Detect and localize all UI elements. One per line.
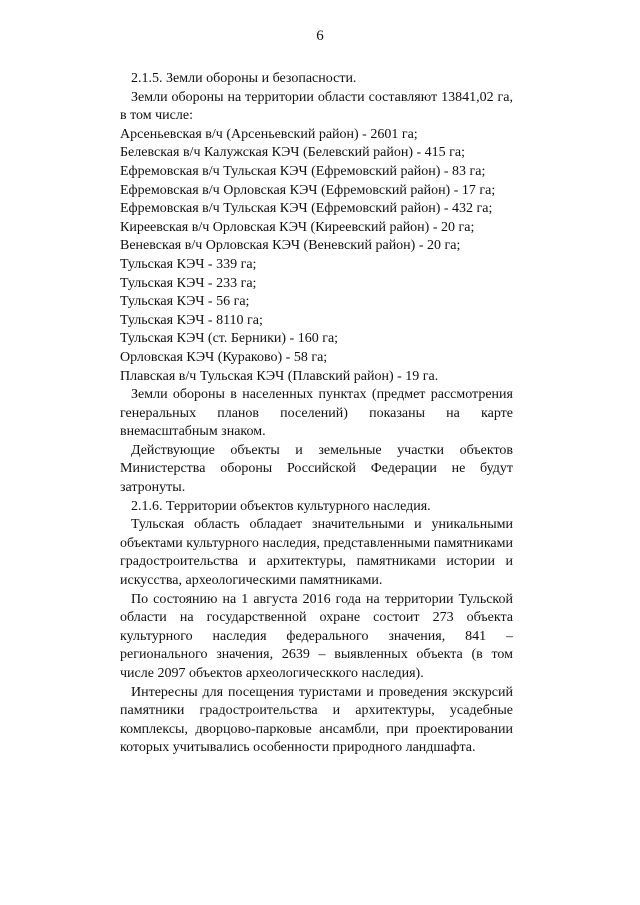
paragraph-ministry-objects: Действующие объекты и земельные участки объектов Министерства обороны Российской Федерации не будут затронуты. (120, 442, 513, 496)
list-item: Тульская КЭЧ - 233 га; (120, 275, 257, 291)
list-item: Орловская КЭЧ (Кураково) - 58 га; (120, 349, 328, 365)
section-heading-2-1-6: 2.1.6. Территории объектов культурного наследия. (131, 498, 431, 514)
list-item: Тульская КЭЧ (ст. Берники) - 160 га; (120, 331, 339, 347)
list-item: Веневская в/ч Орловская КЭЧ (Веневский район) - 20 га; (120, 238, 461, 254)
document-body (120, 70, 513, 758)
list-item: Ефремовская в/ч Тульская КЭЧ (Ефремовский район) - 432 га; (120, 201, 493, 217)
list-item: Киреевская в/ч Орловская КЭЧ (Киреевский район) - 20 га; (120, 219, 475, 235)
list-item: Белевская в/ч Калужская КЭЧ (Белевский район) - 415 га; (120, 145, 466, 161)
list-item: Тульская КЭЧ - 56 га; (120, 294, 250, 310)
defense-lands-list (120, 126, 513, 386)
list-item: Арсеньевская в/ч (Арсеньевский район) - 2601 га; (120, 126, 418, 142)
paragraph-cultural-heritage-tourism: Интересны для посещения туристами и проведения экскурсий памятники градостроительства и архитектуры, усадебные комплексы, дворцово-парковые ансамбли, при проектировании которых учитывались особенности природного ландшафта. (120, 684, 513, 756)
page-number: 6 (316, 28, 324, 44)
list-item: Ефремовская в/ч Орловская КЭЧ (Ефремовский район) - 17 га; (120, 182, 496, 198)
paragraph-defense-lands-intro: Земли обороны на территории области составляют 13841,02 га, в том числе: (120, 89, 513, 124)
paragraph-cultural-heritage-statistics: По состоянию на 1 августа 2016 года на территории Тульской области на государственной охране состоит 273 объекта культурного наследия федерального значения, 841 – регионального значения, 2639 – выявленных объекта (в том числе 2097 объектов археологическкого наследия). (120, 591, 513, 681)
section-heading-2-1-5: 2.1.5. Земли обороны и безопасности. (131, 71, 357, 86)
paragraph-defense-map: Земли обороны в населенных пунктах (предмет рассмотрения генеральных планов поселений) показаны на карте внемасштабным знаком. (120, 387, 513, 440)
list-item: Тульская КЭЧ - 8110 га; (120, 312, 263, 328)
list-item: Плавская в/ч Тульская КЭЧ (Плавский район) - 19 га. (120, 368, 439, 384)
list-item: Тульская КЭЧ - 339 га; (120, 256, 257, 272)
paragraph-cultural-heritage-overview: Тульская область обладает значительными и уникальными объектами культурного наследия, представленными памятниками градостроительства и архитектуры, памятниками истории и искусства, археологическими памятниками. (120, 517, 513, 589)
list-item: Ефремовская в/ч Тульская КЭЧ (Ефремовский район) - 83 га; (120, 163, 486, 179)
